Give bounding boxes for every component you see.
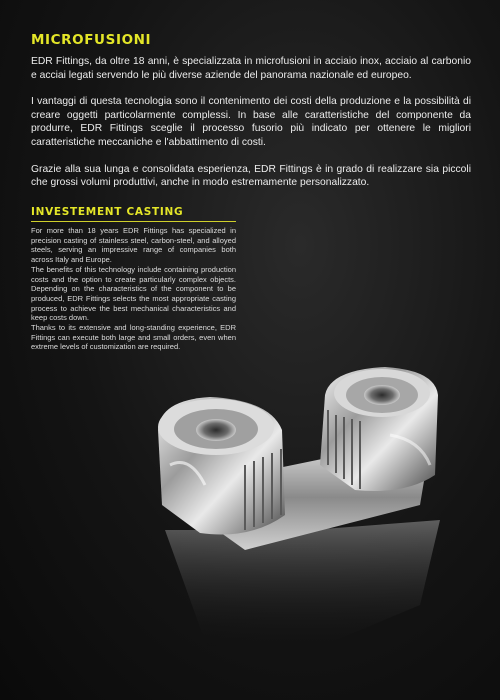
left-tower — [158, 397, 285, 535]
italian-heading: MICROFUSIONI — [31, 32, 152, 48]
reflection — [165, 520, 440, 655]
italian-paragraph-2: I vantaggi di questa tecnologia sono il contenimento dei costi della produzione e la possibilità di creare oggetti particolarmente complessi. In base alle caratteristiche del componente da produrre, EDR Fittings sceglie il processo fusorio più indicato per ottenere le migliori caratteristiche meccaniche e l'abbattimento di costi. — [31, 96, 471, 148]
italian-paragraph-3: Grazie alla sua lunga e consolidata esperienza, EDR Fittings è in grado di realizzare sia piccoli che grossi volumi produttivi, anche in modo estremamente personalizzato. — [31, 163, 471, 189]
heading-underline — [31, 221, 236, 222]
italian-text — [31, 55, 471, 203]
english-text — [31, 226, 236, 352]
english-paragraph-3: Thanks to its extensive and long-standing experience, EDR Fittings can execute both large and small orders, even when extreme levels of customization are required. — [31, 323, 236, 352]
english-heading: INVESTEMENT CASTING — [31, 206, 184, 218]
english-paragraph-1: For more than 18 years EDR Fittings has specialized in precision casting of stainless steel, carbon-steel, and alloyed steels, serving an impressive range of companies both across Italy and Europe. — [31, 226, 236, 265]
english-paragraph-2: The benefits of this technology include containing production costs and the option to create particularly complex objects. Depending on the characteristics of the component to be produced, EDR Fittings selects the most appropriate casting process to achieve the best mechanical characteristics and keep costs down. — [31, 264, 236, 323]
right-tower — [320, 367, 438, 491]
italian-paragraph-1: EDR Fittings, da oltre 18 anni, è specializzata in microfusioni in acciaio inox, acciaio al carbonio e acciai legati servendo le più diverse aziende del panorama nazionale ed europeo. — [31, 56, 471, 81]
product-photo — [150, 355, 450, 680]
